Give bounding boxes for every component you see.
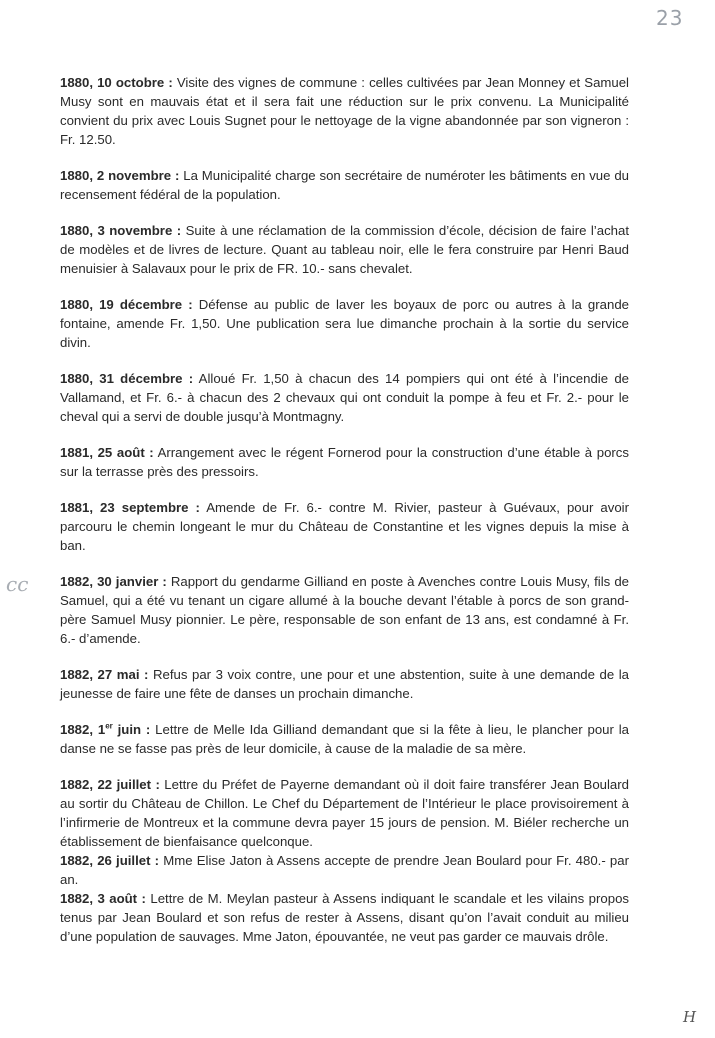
entry-1882-06-01 <box>60 720 629 758</box>
entry-1880-12-31 <box>60 369 629 426</box>
entry-text: Défense au public de laver les boyaux de porc ou autres à la grande fontaine, amende Fr. 1,50. Une publication sera lue dimanche prochain à la sortie du service divin. <box>60 297 629 350</box>
entry-date: 1882, 3 août : <box>60 891 146 906</box>
entry-date: 1881, 23 septembre : <box>60 500 200 515</box>
entry-1881-08-25 <box>60 443 629 481</box>
entry-date: 1880, 31 décembre : <box>60 371 194 386</box>
entry-text: La Municipalité charge son secrétaire de numéroter les bâtiments en vue du recensement fédéral de la population. <box>60 168 629 202</box>
entry-1880-12-19 <box>60 295 629 352</box>
entry-1880-10-10 <box>60 73 629 149</box>
entry-text: Lettre de Melle Ida Gilliand demandant que si la fête à lieu, le plancher pour la danse ne se fasse pas près de leur domicile, à cause de la maladie de sa mère. <box>60 722 630 756</box>
entry-date: 1882, 30 janvier : <box>60 574 167 589</box>
entry-date <box>60 722 150 737</box>
entry-date: 1882, 26 juillet : <box>60 853 160 868</box>
entry-text: Lettre du Préfet de Payerne demandant où il doit faire transférer Jean Boulard au sortir du Château de Chillon. Le Chef du Département de l’Intérieur le place provisoirement à l’infirmerie de Montreux et la commune devra payer 15 jours de pension. M. Biéler recherche un établissement de bienfaisance quelconque. <box>60 777 629 849</box>
entry-text: Lettre de M. Meylan pasteur à Assens indiquant le scandale et les vilains propos tenus par Jean Boulard et son refus de rester à Assens, disant qu’on l’avait conduit au milieu d’une population de sauvages. Mme Jaton, épouvantée, ne veut pas garder ce mauvais drôle. <box>60 891 630 944</box>
entry-date-superscript: er <box>105 721 113 731</box>
entry-text: Rapport du gendarme Gilliand en poste à Avenches contre Louis Musy, fils de Samuel, qui a été vu tenant un cigare allumé à la bouche devant l’étable à porcs de son grand-père Samuel Musy pionnier. Le père, responsable de son enfant de 13 ans, est condamné à Fr. 6.- d’amende. <box>60 574 629 646</box>
entry-date: 1880, 19 décembre : <box>60 297 193 312</box>
entry-date-main: 1882, 1 <box>60 722 106 737</box>
entry-1880-11-02 <box>60 166 629 204</box>
page-number: 23 <box>656 6 684 30</box>
entry-text: Alloué Fr. 1,50 à chacun des 14 pompiers qui ont été à l’incendie de Vallamand, et Fr. 6.- à chacun des 2 chevaux qui ont conduit la pompe à feu et Fr. 2.- pour le cheval qui a servi de double jusqu’à Montmagny. <box>60 371 629 424</box>
entry-date: 1880, 3 novembre : <box>60 223 182 238</box>
entry-date: 1880, 10 octobre : <box>60 75 173 90</box>
entry-date: 1882, 22 juillet : <box>60 777 160 792</box>
entry-text: Visite des vignes de commune : celles cultivées par Jean Monney et Samuel Musy sont en mauvais état et il sera fait une réduction sur le prix convenu. La Municipalité convient du prix avec Louis Sugnet pour le nettoyage de la vigne abandonnée par son vigneron : Fr. 12.50. <box>60 75 629 147</box>
entry-text: Amende de Fr. 6.- contre M. Rivier, pasteur à Guévaux, pour avoir parcouru le chemin longeant le mur du Château de Constantine et les vignes depuis la mise à ban. <box>60 500 629 553</box>
entry-text: Refus par 3 voix contre, une pour et une abstention, suite à une demande de la jeunesse de faire une fête de danses un prochain dimanche. <box>60 667 629 701</box>
entry-text: Mme Elise Jaton à Assens accepte de prendre Jean Boulard pour Fr. 480.- par an. <box>60 853 629 887</box>
entry-1882-07-26 <box>60 851 629 889</box>
entry-1881-09-23 <box>60 498 629 555</box>
entry-date: 1881, 25 août : <box>60 445 154 460</box>
entry-1882-05-27 <box>60 665 629 703</box>
document-body <box>60 73 629 946</box>
entry-1882-08-03 <box>60 889 629 946</box>
entry-text: Suite à une réclamation de la commission d’école, décision de faire l’achat de modèles et de livres de lecture. Quant au tableau noir, elle le fera construire par Henri Baud menuisier à Salavaux pour le prix de FR. 10.- sans chevalet. <box>60 223 629 276</box>
handwritten-margin-note: cc <box>6 572 29 596</box>
entry-date: 1880, 2 novembre : <box>60 168 180 183</box>
entry-date: 1882, 27 mai : <box>60 667 149 682</box>
entry-1882-07-22 <box>60 775 629 851</box>
entry-1880-11-03 <box>60 221 629 278</box>
entry-date-tail: juin : <box>112 722 151 737</box>
entry-1882-01-30 <box>60 572 629 648</box>
entry-text: Arrangement avec le régent Fornerod pour la construction d’une étable à porcs sur la terrasse près des pressoirs. <box>60 445 629 479</box>
handwritten-corner-mark: H <box>683 1008 697 1026</box>
